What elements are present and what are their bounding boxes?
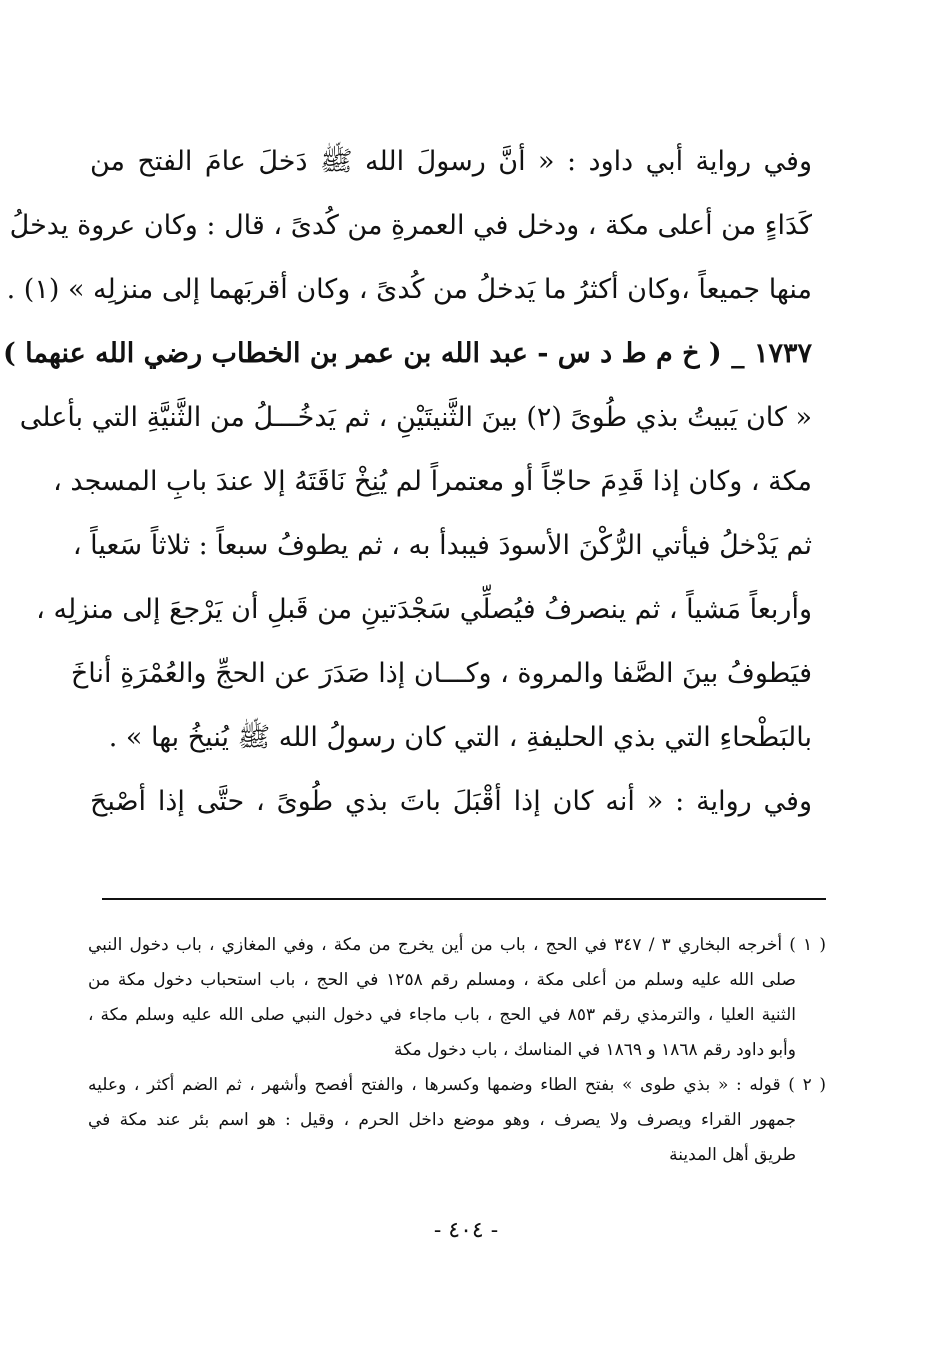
hadith-heading: ١٧٣٧ _ ( خ م ط د س - عبد الله بن عمر بن الخطاب رضي الله عنهما ) xyxy=(3,338,812,369)
text-line: فيَطوفُ بينَ الصَّفا والمروة ، وكـــان إذا صَدَرَ عن الحجِّ والعُمْرَةِ أناخَ xyxy=(70,658,812,689)
text-line: منها جميعاً ،وكان أكثرُ ما يَدخلُ من كُدىً ، وكان أقربَهما إلى منزلِه » (١) . xyxy=(6,274,812,305)
text-line: ثم يَدْخلُ فيأتي الرُّكْنَ الأسودَ فيبدأ به ، ثم يطوفُ سبعاً : ثلاثاً سَعياً ، xyxy=(72,530,812,561)
footnote-line: جمهور القراء ويصرف ولا يصرف ، وهو موضع داخل الحرم ، وقيل : هو اسم بئر عند مكة في xyxy=(88,1110,796,1130)
footnote-line: ( ١ ) أخرجه البخاري ٣ / ٣٤٧ في الحج ، باب من أين يخرج من مكة ، وفي المغازي ، باب دخول النبي xyxy=(88,935,826,955)
footnotes xyxy=(88,928,826,1173)
text-line: « كان يَبيتُ بذي طُوىً (٢) بينَ الثَّنيتَيْنِ ، ثم يَدخُـــلُ من الثَّنيَّةِ التي بأعلى xyxy=(19,402,812,433)
footnote-line: ( ٢ ) قوله : « بذي طوى » بفتح الطاء وضمها وكسرها ، والفتح أفصح وأشهر ، ثم الضم أكثر ، وعليه xyxy=(88,1075,826,1095)
main-text xyxy=(3,130,812,834)
text-line: مكة ، وكان إذا قَدِمَ حاجّاً أو معتمراً لم يُنِخْ نَاقَتَهُ إلا عندَ بابِ المسجد ، xyxy=(53,466,812,497)
footnote-line: طريق أهل المدينة xyxy=(669,1145,796,1165)
text-line: وفي رواية أبي داود : « أنَّ رسولَ الله ﷺ دَخلَ عامَ الفتح من xyxy=(90,146,812,177)
footnote-line: الثنية العليا ، والترمذي رقم ٨٥٣ في الحج ، باب ماجاء في دخول النبي صلى الله عليه وسلم مكة ، xyxy=(88,1005,796,1025)
page-number: - ٤٠٤ - xyxy=(433,1218,499,1243)
footnote-divider xyxy=(102,898,826,900)
footnote-line: وأبو داود رقم ١٨٦٨ و ١٨٦٩ في المناسك ، باب دخول مكة xyxy=(393,1040,796,1060)
footnote-line: صلى الله عليه وسلم من أعلى مكة ، ومسلم رقم ١٢٥٨ في الحج ، باب استحباب دخول مكة من xyxy=(88,970,796,990)
text-line: وأربعاً مَشياً ، ثم ينصرفُ فيُصلِّي سَجْدَتينِ من قَبلِ أن يَرْجعَ إلى منزلِه ، xyxy=(36,594,812,625)
text-line: كَدَاءٍ من أعلى مكة ، ودخل في العمرةِ من كُدىً ، قال : وكان عروة يدخلُ xyxy=(9,210,812,241)
text-line: وفي رواية : « أنه كان إذا أقْبَلَ باتَ بذي طُوىً ، حتَّى إذا أصْبحَ xyxy=(90,786,812,817)
text-line: بالبَطْحاءِ التي بذي الحليفةِ ، التي كان رسولُ الله ﷺ يُنيخُ بها » . xyxy=(108,722,812,753)
